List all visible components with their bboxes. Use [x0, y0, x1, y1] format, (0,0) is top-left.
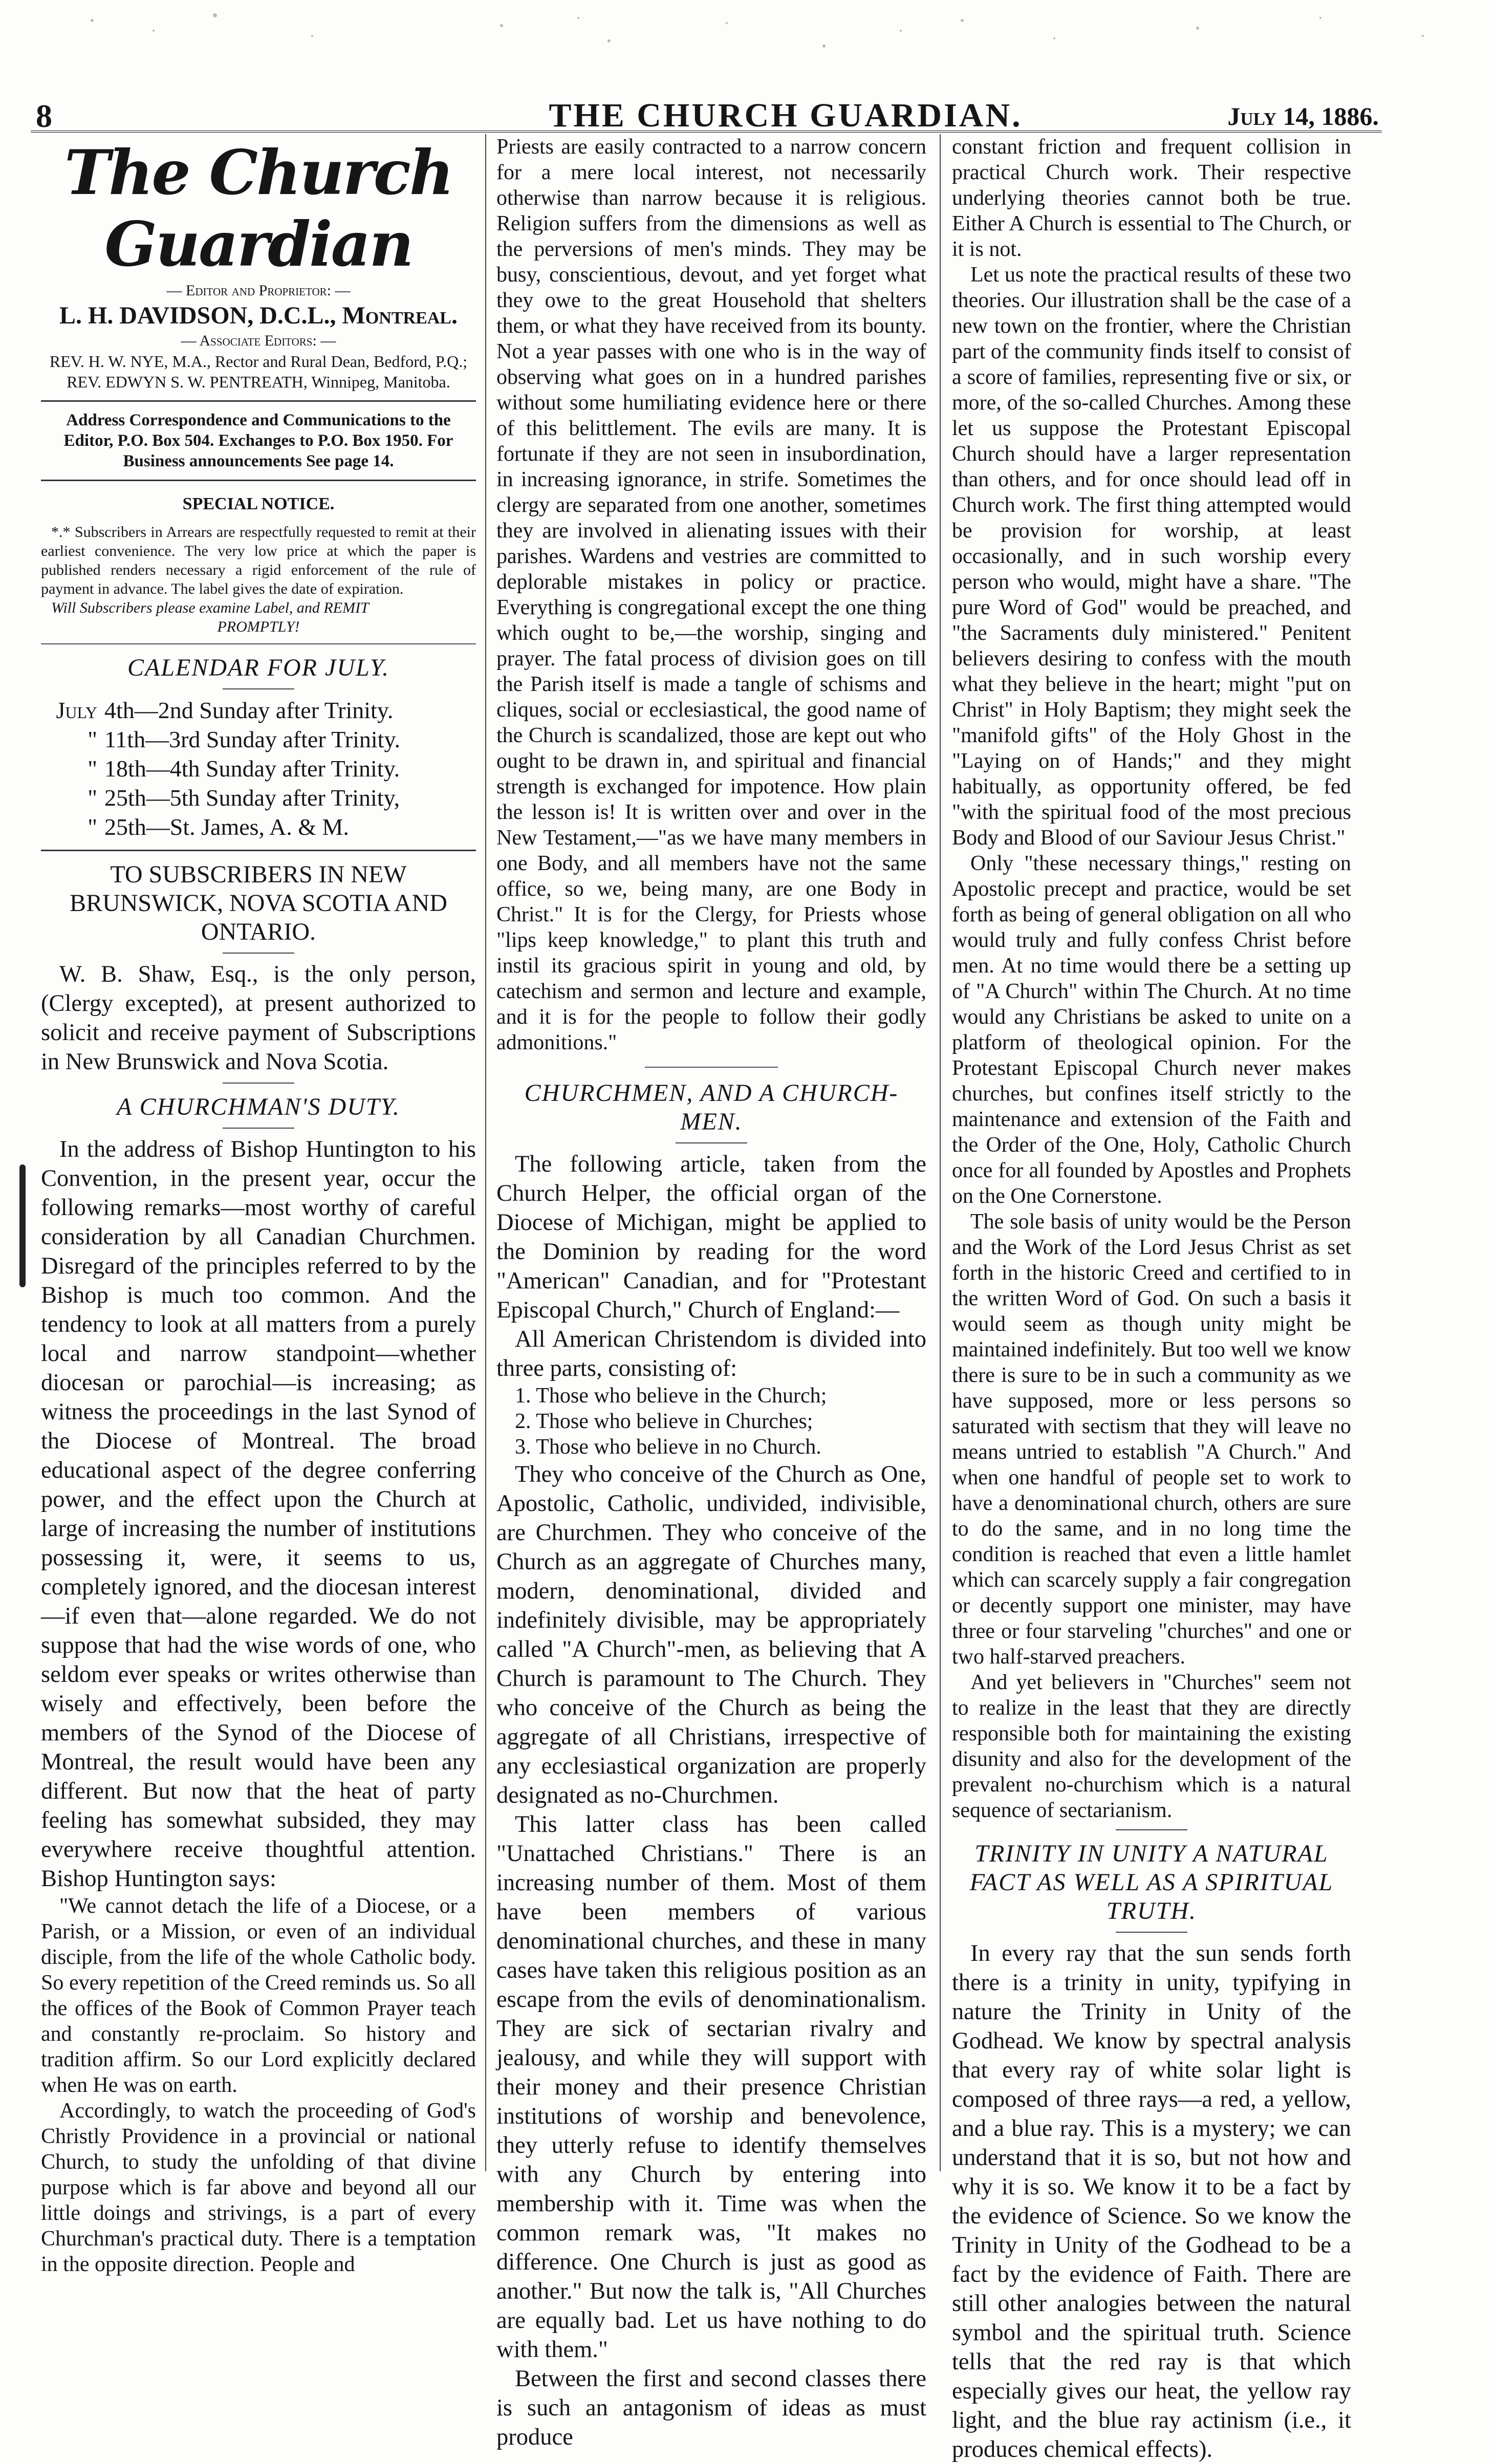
scan-speckle-strip [0, 0, 1497, 77]
short-divider [676, 1142, 747, 1143]
editor-label: — Editor and Proprietor: — [166, 282, 351, 299]
article-paragraph: They who conceive of the Church as One, Apostolic, Catholic, undivided, indivisible, are Churchmen. They who conceive of the Church as an aggregate of Churches many, modern, denominational, divided and indefinitely divisible, may be appropriately called "A Church"-men, as believing that A Church is paramount to The Church. They who conceive of the Church as being the aggregate of all Christians, irrespective of any ecclesiastical organization are properly designated as no-Churchmen. [496, 1461, 926, 1808]
article-paragraph: In the address of Bishop Huntington to his Convention, in the present year, occur the following remarks—most worthy of careful consideration by all Canadian Churchmen. Disregard of the principles referred to by the Bishop is much too common. And the tendency to look at all matters from a purely local and narrow standpoint—whether diocesan or parochial—is increasing; as witness the proceedings in the last Synod of the Diocese of Montreal. The broad educational aspect of the degree conferring power, and the effect upon the Church at large of increasing the number of institutions possessing it, were, it seems to us, completely ignored, and the diocesan interest—if even that—alone regarded. We do not suppose that had the wise words of one, who seldom ever speaks or writes otherwise than wisely and effectively, been before the members of the Synod of the Diocese of Montreal, the result would have been any different. But now that the heat of party feeling has somewhat subsided, they may everywhere receive thoughtful attention. Bishop Huntington says: [41, 1136, 476, 1892]
special-notice-prompt: PROMPTLY! [217, 618, 300, 635]
article-paragraph: Between the first and second classes there is such an antagonism of ideas as must produce [496, 2366, 926, 2450]
newspaper-title: THE CHURCH GUARDIAN. [549, 97, 1023, 134]
short-divider [645, 1067, 778, 1068]
issue-date: July 14, 1886. [1227, 102, 1379, 131]
short-divider [1116, 1932, 1187, 1933]
special-notice-title: SPECIAL NOTICE. [182, 494, 335, 513]
list-item: 2. Those who believe in Churches; [515, 1410, 813, 1433]
calendar-entry: " 25th—St. James, A. & M. [88, 814, 349, 840]
address-notice: Address Correspondence and Communications to the Editor, P.O. Box 504. Exchanges to P.O. Box 1950. For Business announcements See page 14. [63, 411, 453, 470]
list-item: 3. Those who believe in no Church. [515, 1435, 821, 1459]
associate-editors: REV. H. W. NYE, M.A., Rector and Rural Dean, Bedford, P.Q.; REV. EDWYN S. W. PENTREATH, Winnipeg, Manitoba. [49, 352, 468, 391]
subscribers-text: W. B. Shaw, Esq., is the only person, (Clergy excepted), at present authorized to solicit and receive payment of Subscriptions in New Brunswick and Nova Scotia. [41, 961, 476, 1075]
divider [41, 643, 476, 644]
divider [41, 850, 476, 851]
article-paragraph: The sole basis of unity would be the Person and the Work of the Lord Jesus Christ as set forth in the historic Creed and certified to in the written Word of God. On such a basis it would seem as though unity might be maintained indefinitely. But too well we know there is sure to be in such a community as we have supposed, more or less persons so saturated with sectism that they will leave no means untried to establish "A Church." And when one handful of people set to work to have a denominational church, others are sure to do the same, and in no long time the condition is reached that even a little hamlet which can scarcely supply a fair congregation or decently support one minister, may have three or four starveling "churches" and one or two half-starved preachers. [952, 1210, 1351, 1669]
page-number: 8 [36, 98, 52, 134]
calendar-list [41, 696, 476, 841]
calendar-entry: " 18th—4th Sunday after Trinity. [88, 755, 400, 782]
subscribers-heading: TO SUBSCRIBERS IN NEW BRUNSWICK, NOVA SCOTIA AND ONTARIO. [70, 861, 447, 945]
calendar-title: CALENDAR FOR JULY. [127, 654, 389, 681]
special-notice-text: *.* Subscribers in Arrears are respectfully requested to remit at their earliest convenience. The very low price at which the paper is published renders necessary a rigid enforcement of the rule of payment in advance. The label gives the date of expiration. [41, 524, 476, 597]
article-title: TRINITY IN UNITY A NATURAL FACT AS WELL AS A SPIRITUAL TRUTH. [969, 1840, 1334, 1925]
short-divider [223, 1083, 294, 1084]
calendar-entry: " 25th—5th Sunday after Trinity, [88, 785, 400, 811]
column-rule [940, 134, 941, 2171]
masthead: The Church Guardian [64, 137, 453, 280]
article-quote: Accordingly, to watch the proceeding of God's Christly Providence in a provincial or national Church, to study the unfolding of that divine purpose which is far above and beyond all our little doings and strivings, is a part of every Churchman's practical duty. There is a temptation in the opposite direction. People and [41, 2099, 476, 2276]
column-3 [952, 134, 1351, 2462]
ink-mark [19, 1164, 26, 1287]
associate-label: — Associate Editors: — [181, 332, 336, 349]
column-1 [41, 134, 476, 2276]
article-paragraph: In every ray that the sun sends forth there is a trinity in unity, typifying in nature the Trinity in Unity of the Godhead. We know by spectral analysis that every ray of white solar light is composed of three rays—a red, a yellow, and a blue ray. This is a mystery; we can understand that it is so, but not how and why it is so. We know it to be a fact by the evidence of Science. So we know the Trinity in Unity of the Godhead to be a fact by the evidence of Faith. There are still other analogies between the natural symbol and the spiritual truth. Science tells that the red ray is that which especially gives our heat, the yellow ray light, and the blue ray actinism (i.e., it produces chemical effects). [952, 1940, 1351, 2462]
article-paragraph: constant friction and frequent collision in practical Church work. Their respective underlying theories cannot both be true. Either A Church is essential to The Church, or it is not. [952, 135, 1351, 261]
divider [41, 480, 476, 481]
article-paragraph: All American Christendom is divided into three parts, consisting of: [496, 1326, 926, 1381]
article-title: CHURCHMEN, AND A CHURCH-MEN. [524, 1079, 899, 1135]
page-header [31, 77, 1382, 133]
special-notice-italic: Will Subscribers please examine Label, and REMIT [51, 599, 369, 616]
calendar-entry: July 4th—2nd Sunday after Trinity. [56, 697, 394, 723]
article-paragraph: Only "these necessary things," resting on Apostolic precept and practice, would be set forth as being of general obligation on all who would truly and fully confess Christ before men. At no time would there be a setting up of "A Church" within The Church. At no time would any Christians be asked to unite on a platform of theological opinion. For the Protestant Episcopal Church never makes churches, but confines itself strictly to the maintenance and extension of the Faith and the Order of the One, Holy, Catholic Church once for all founded by Apostles and Prophets on the One Cornerstone. [952, 852, 1351, 1208]
calendar-entry: " 11th—3rd Sunday after Trinity. [88, 726, 400, 752]
article-quote: "We cannot detach the life of a Diocese, or a Parish, or a Mission, or even of an individual disciple, from the life of the whole Catholic body. So every repetition of the Creed reminds us. So all the offices of the Book of Common Prayer teach and constantly re-proclaim. So history and tradition affirm. So our Lord explicitly declared when He was on earth. [41, 1894, 476, 2097]
short-divider [223, 953, 294, 954]
list-item: 1. Those who believe in the Church; [515, 1384, 827, 1408]
article-paragraph: This latter class has been called "Unattached Christians." There is an increasing number of them. Most of them have been members of various denominational churches, and these in many cases have taken this religious position as an escape from the evils of denominationalism. They are sick of sectarian rivalry and jealousy, and while they will support with their money and their presence Christian institutions of worship and benevolence, they utterly refuse to identify themselves with any Church by entering into membership with it. Time was when the common remark was, "It makes no difference. One Church is just as good as another." But now the talk is, "All Churches are equally bad. Let us have nothing to do with them." [496, 1811, 926, 2363]
short-divider [223, 688, 294, 689]
article-paragraph: And yet believers in "Churches" seem not to realize in the least that they are directly responsible both for maintaining the existing disunity and also for the development of the prevalent no-churchism which is a natural sequence of sectarianism. [952, 1671, 1351, 1822]
short-divider [223, 1128, 294, 1129]
article-title: A CHURCHMAN'S DUTY. [117, 1093, 400, 1120]
article-quote-continued: Priests are easily contracted to a narrow concern for a mere local interest, not necessarily otherwise than narrow because it is religious. Religion suffers from the dimensions as well as the perversions of men's minds. They may be busy, conscientious, devout, and yet forget what they owe to the great Household that shelters them, or what they have received from its bounty. Not a year passes with one who is in the way of observing what goes on in a hundred parishes without some humiliating evidence here or there of this belittlement. The evils are many. It is fortunate if they are not seen in insubordination, in increasing ignorance, in strife. Sometimes the clergy are separated from one another, sometimes they are involved in alienating issues with their parishes. Wardens and vestries are committed to deplorable mistakes in policy or practice. Everything is congregational except the one thing which ought to be,—the worship, singing and prayer. The fatal process of division goes on till the Parish itself is made a tangle of schisms and cliques, social or ecclesiastical, the good name of the Church is scandalized, those are kept out who ought to be drawn in, and spiritual and financial strength is exchanged for impotence. How plain the lesson is! It is written over and over in the New Testament,—"as we have many members in one Body, and all members have not the same office, so we, being many, are one Body in Christ." It is for the Clergy, for Priests whose "lips keep knowledge," to plant this truth and instil its gracious spirit in young and old, by catechism and sermon and lecture and example, and it is for the people to follow their godly admonitions." [496, 135, 926, 1054]
article-paragraph: Let us note the practical results of these two theories. Our illustration shall be the case of a new town on the frontier, where the Christian part of the community finds itself to consist of a score of families, representing five or six, or more, of the so-called Churches. Among these let us suppose the Protestant Episcopal Church should have a larger representation than others, and for once should lead off in Church work. The first thing attempted would be provision for worship, at least occasionally, and in such worship every person who would, might have a share. "The pure Word of God" would be preached, and "the Sacraments duly ministered." Penitent believers desiring to confess with the mouth what they believe in the heart; might "put on Christ" in Holy Baptism; they might seek the "manifold gifts" of the Holy Ghost in the "Laying on of Hands;" and they might habitually, as opportunity offered, be fed "with the spiritual food of the most precious Body and Blood of our Saviour Jesus Christ." [952, 263, 1351, 850]
editor-name: L. H. DAVIDSON, D.C.L., Montreal. [59, 302, 458, 329]
column-2 [496, 134, 926, 2450]
column-rule [485, 134, 486, 2171]
short-divider [1116, 1829, 1187, 1830]
article-paragraph: The following article, taken from the Church Helper, the official organ of the Diocese of Michigan, might be applied to the Dominion by reading for the word "American" Canadian, and for "Protestant Episcopal Church," Church of England:— [496, 1151, 926, 1323]
divider [41, 400, 476, 402]
